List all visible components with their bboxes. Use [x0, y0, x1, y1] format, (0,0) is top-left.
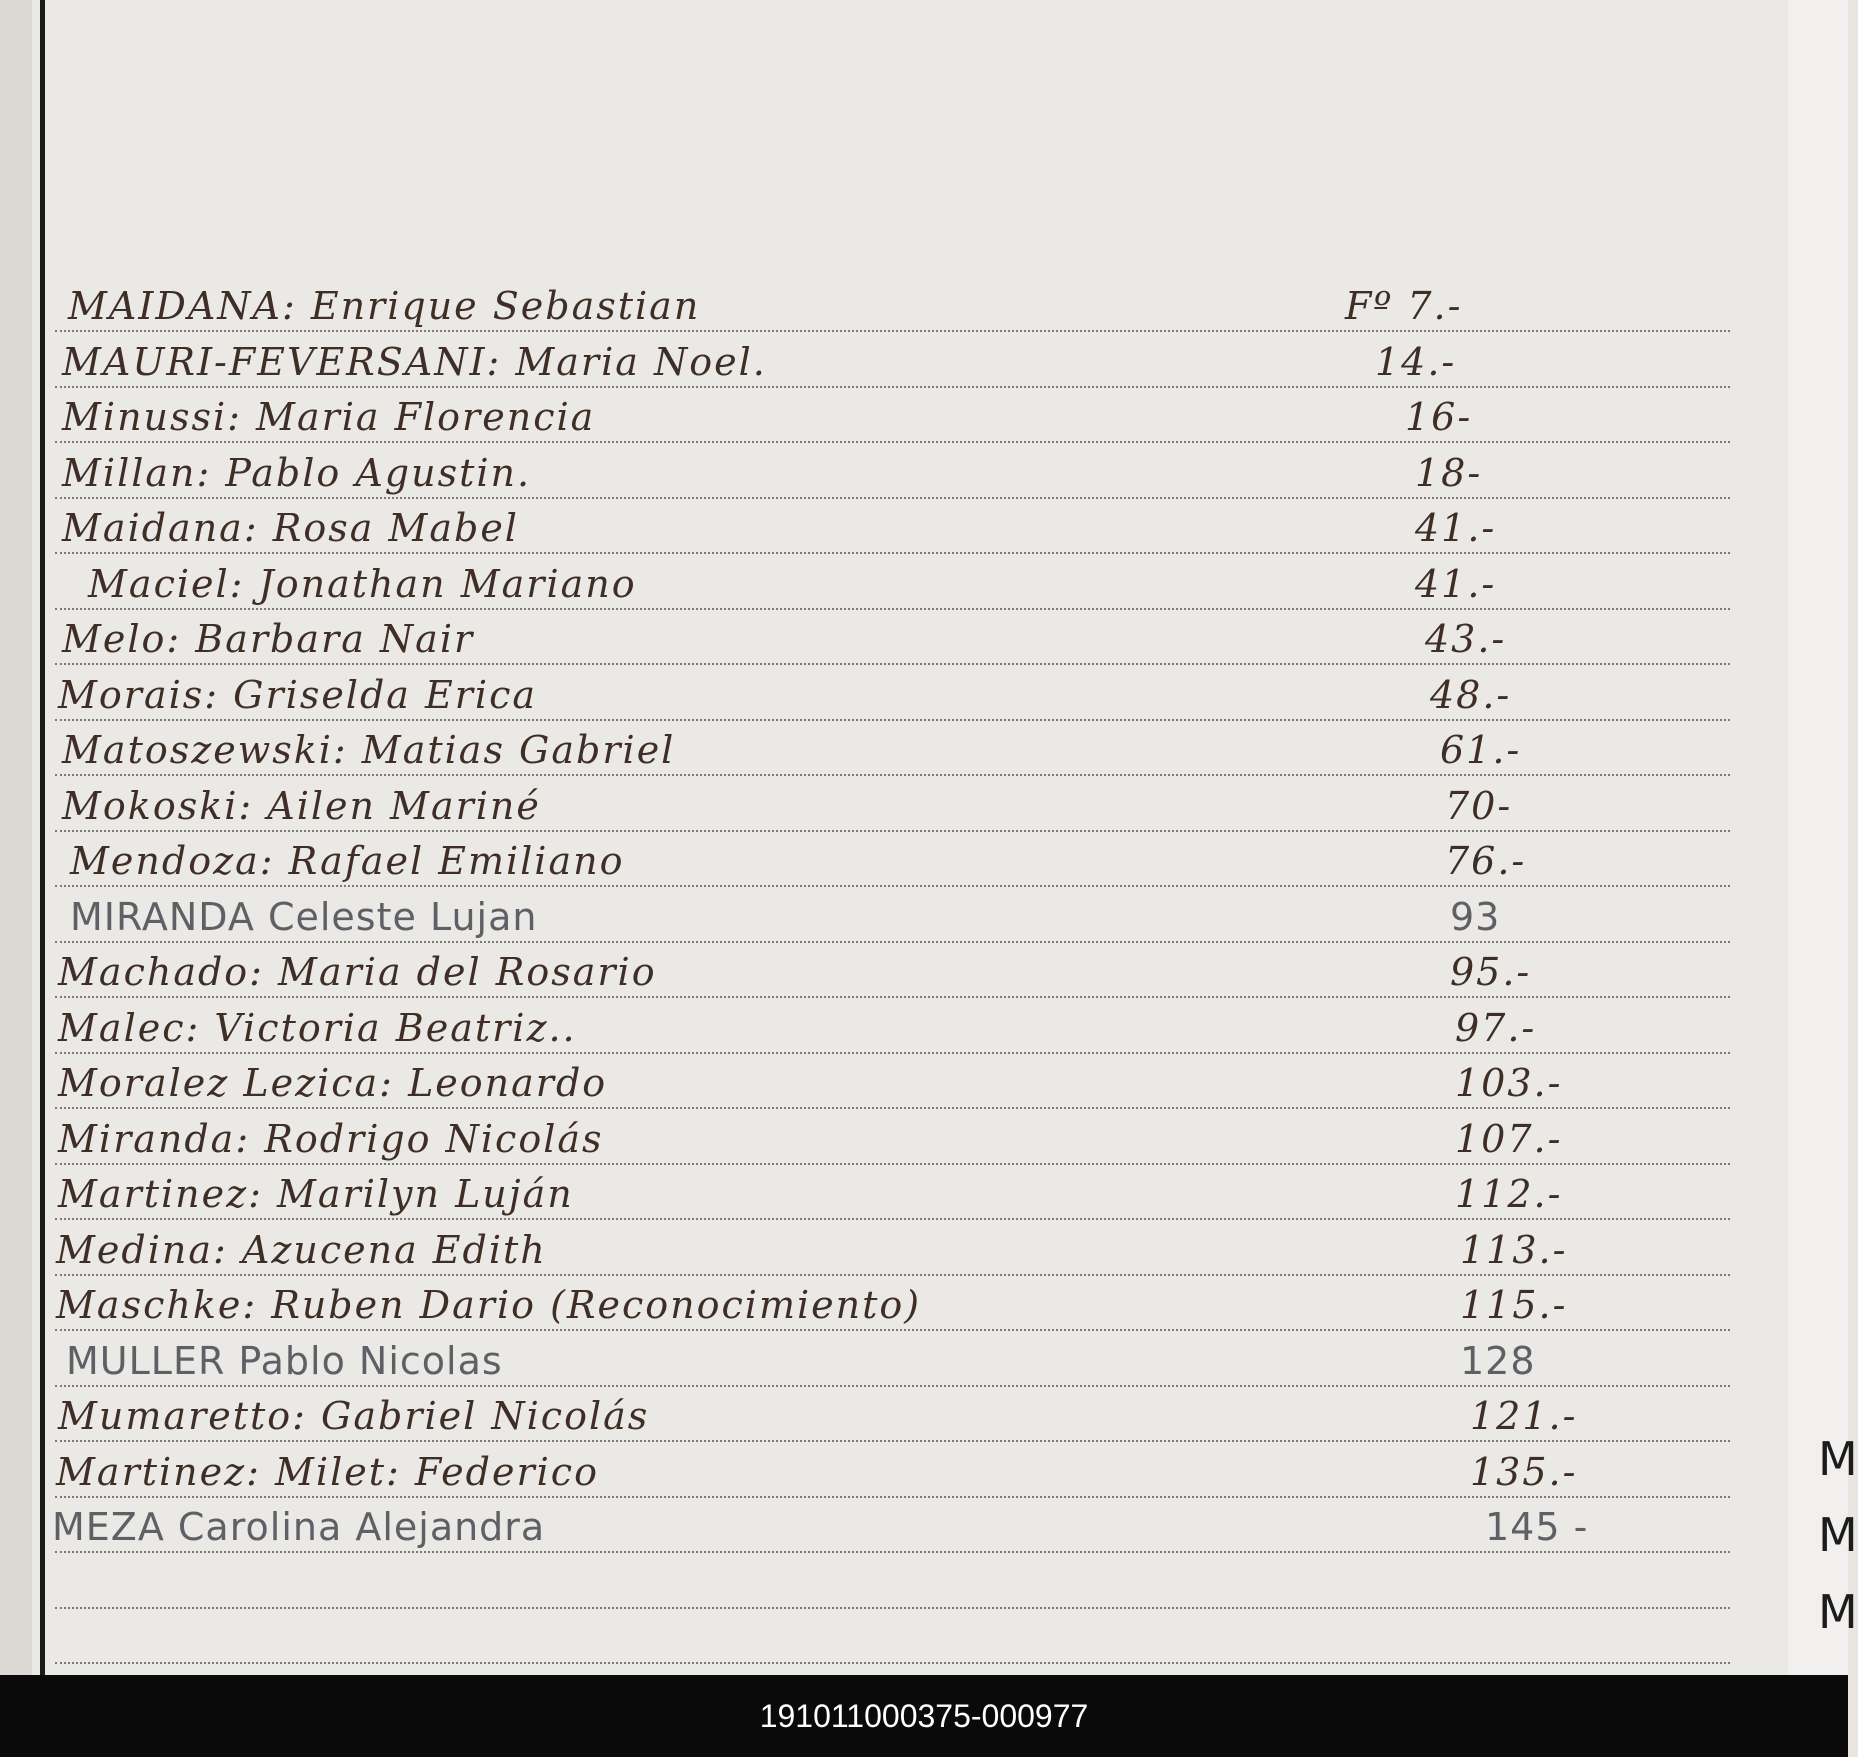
- entry-folio-number: 93: [1450, 895, 1501, 939]
- entry-folio-number: 135.-: [1470, 1450, 1578, 1494]
- entry-folio-number: 103.-: [1455, 1061, 1563, 1105]
- ruled-line: [55, 1385, 1730, 1387]
- entry-name: Morais: Griselda Erica: [58, 673, 538, 717]
- entry-folio-number: 41.-: [1415, 506, 1497, 550]
- ruled-line: [55, 830, 1730, 832]
- entry-name: Miranda: Rodrigo Nicolás: [58, 1117, 604, 1161]
- entry-folio-number: 18-: [1415, 451, 1483, 495]
- entry-name: Maschke: Ruben Dario (Reconocimiento): [56, 1283, 922, 1327]
- binding-strip: [0, 0, 32, 1675]
- edge-letter: M: [1818, 1508, 1858, 1562]
- ruled-line: [55, 1107, 1730, 1109]
- entry-folio-number: 128: [1460, 1339, 1536, 1383]
- entry-folio-number: 121.-: [1470, 1394, 1578, 1438]
- entry-name: Malec: Victoria Beatriz..: [58, 1006, 577, 1050]
- entry-name: Millan: Pablo Agustin.: [62, 451, 532, 495]
- entry-folio-number: 145 -: [1485, 1505, 1589, 1549]
- entry-name: MAURI-FEVERSANI: Maria Noel.: [62, 340, 767, 384]
- entry-folio-number: 113.-: [1460, 1228, 1568, 1272]
- ruled-line: [55, 497, 1730, 499]
- entry-name: Moralez Lezica: Leonardo: [58, 1061, 608, 1105]
- footer-bar: [0, 1675, 1848, 1757]
- ruled-line: [55, 1607, 1730, 1609]
- ruled-line: [55, 885, 1730, 887]
- entry-folio-number: 112.-: [1455, 1172, 1563, 1216]
- entry-folio-number: Fº 7.-: [1345, 284, 1463, 328]
- margin-rule: [40, 0, 45, 1675]
- entry-name: Machado: Maria del Rosario: [58, 950, 657, 994]
- entry-name: MULLER Pablo Nicolas: [66, 1339, 503, 1383]
- ruled-line: [55, 774, 1730, 776]
- entry-folio-number: 97.-: [1455, 1006, 1537, 1050]
- ruled-line: [55, 1218, 1730, 1220]
- entry-folio-number: 107.-: [1455, 1117, 1563, 1161]
- ruled-line: [55, 552, 1730, 554]
- ruled-line: [55, 441, 1730, 443]
- entry-name: Maidana: Rosa Mabel: [62, 506, 519, 550]
- ruled-line: [55, 608, 1730, 610]
- ruled-line: [55, 386, 1730, 388]
- entry-folio-number: 95.-: [1450, 950, 1532, 994]
- entry-name: MIRANDA Celeste Lujan: [70, 895, 538, 939]
- entry-folio-number: 41.-: [1415, 562, 1497, 606]
- entry-folio-number: 61.-: [1440, 728, 1522, 772]
- entry-name: Matoszewski: Matias Gabriel: [62, 728, 676, 772]
- entry-folio-number: 115.-: [1460, 1283, 1568, 1327]
- entry-folio-number: 70-: [1445, 784, 1513, 828]
- ruled-line: [55, 1496, 1730, 1498]
- entry-name: Minussi: Maria Florencia: [62, 395, 596, 439]
- entry-name: Mumaretto: Gabriel Nicolás: [58, 1394, 650, 1438]
- edge-letter: M: [1818, 1432, 1858, 1486]
- ruled-line: [55, 1662, 1730, 1664]
- entry-folio-number: 14.-: [1375, 340, 1457, 384]
- ruled-line: [55, 330, 1730, 332]
- ruled-line: [55, 663, 1730, 665]
- ruled-line: [55, 1163, 1730, 1165]
- entry-name: MAIDANA: Enrique Sebastian: [68, 284, 701, 328]
- ruled-line: [55, 941, 1730, 943]
- index-tab-edge: [1788, 0, 1858, 1675]
- entry-name: Mendoza: Rafael Emiliano: [70, 839, 625, 883]
- entry-folio-number: 16-: [1405, 395, 1473, 439]
- document-code: 191011000375-000977: [759, 1697, 1089, 1734]
- edge-letter: M: [1818, 1585, 1858, 1639]
- entry-name: Mokoski: Ailen Mariné: [62, 784, 541, 828]
- entry-name: Martinez: Marilyn Luján: [58, 1172, 574, 1216]
- entry-folio-number: 43.-: [1425, 617, 1507, 661]
- ruled-line: [55, 1551, 1730, 1553]
- entry-name: MEZA Carolina Alejandra: [52, 1505, 546, 1549]
- entry-folio-number: 76.-: [1445, 839, 1527, 883]
- ruled-line: [55, 1329, 1730, 1331]
- entry-name: Martinez: Milet: Federico: [56, 1450, 599, 1494]
- entry-name: Maciel: Jonathan Mariano: [88, 562, 637, 606]
- entry-name: Melo: Barbara Nair: [62, 617, 475, 661]
- entry-name: Medina: Azucena Edith: [56, 1228, 547, 1272]
- entry-folio-number: 48.-: [1430, 673, 1512, 717]
- ruled-line: [55, 1052, 1730, 1054]
- ruled-line: [55, 996, 1730, 998]
- ruled-line: [55, 719, 1730, 721]
- ruled-line: [55, 1440, 1730, 1442]
- ruled-line: [55, 1274, 1730, 1276]
